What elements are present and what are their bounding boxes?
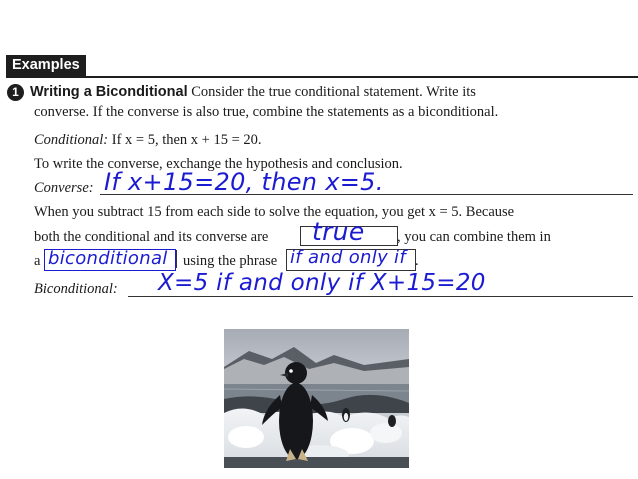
example-heading-line: [30, 83, 476, 101]
explanation-line3-prefix: a: [34, 253, 41, 269]
instruction-text: To write the converse, exchange the hypothesis and conclusion.: [34, 156, 403, 172]
penguin-photo-svg: [224, 329, 409, 468]
dark-ground: [224, 457, 409, 468]
example-number-badge: 1: [7, 84, 24, 101]
explanation-line3-middle: using the phrase: [183, 253, 278, 269]
biconditional-answer-line: [128, 296, 633, 297]
conditional-label: Conditional:: [34, 132, 109, 148]
blank2-right-tick: [176, 250, 177, 268]
biconditional-handwritten: X=5 if and only if X+15=20: [158, 270, 486, 296]
blank2-handwritten: biconditional: [48, 248, 168, 269]
blank3-handwritten: if and only if: [290, 247, 406, 268]
biconditional-label: Biconditional:: [34, 281, 118, 297]
explanation-line1: When you subtract 15 from each side to solve the equation, you get x = 5. Because: [34, 204, 515, 220]
explanation-line3-end: .: [415, 253, 419, 269]
conditional-line: [34, 131, 262, 149]
example-prompt-line1: Consider the true conditional statement. Write its: [191, 84, 476, 100]
conditional-text: If x = 5, then x + 15 = 20.: [111, 132, 262, 148]
converse-handwritten: If x+15=20, then x=5.: [104, 168, 384, 196]
example-prompt-line2: converse. If the converse is also true, combine the statements as a biconditional.: [34, 104, 499, 120]
blank1-handwritten: true: [312, 217, 365, 246]
example-title: Writing a Biconditional: [30, 84, 188, 100]
explanation-line2-before: both the conditional and its converse are: [34, 229, 269, 245]
section-rule: [6, 76, 638, 78]
converse-label: Converse:: [34, 180, 94, 196]
examples-tab: Examples: [6, 55, 86, 76]
penguin-photo: [224, 329, 409, 468]
explanation-line2-after: , you can combine them in: [397, 229, 551, 245]
